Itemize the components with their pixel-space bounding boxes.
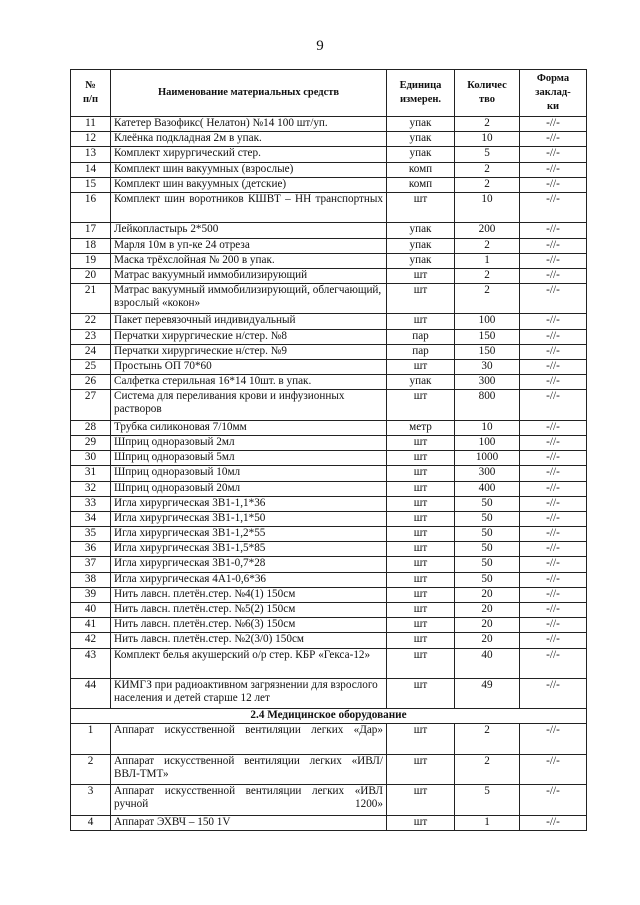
table-row: [71, 587, 587, 602]
cell-name: Шприц одноразовый 20мл: [111, 481, 387, 496]
cell-qty: 20: [455, 587, 520, 602]
cell-num: 21: [71, 284, 111, 314]
table-row: [71, 344, 587, 359]
cell-qty: 50: [455, 557, 520, 572]
cell-num: 16: [71, 192, 111, 222]
cell-unit: шт: [387, 785, 455, 815]
cell-form: -//-: [520, 466, 587, 481]
cell-form: -//-: [520, 420, 587, 435]
cell-num: 1: [71, 724, 111, 754]
table-row: [71, 314, 587, 329]
cell-form: -//-: [520, 253, 587, 268]
cell-num: 18: [71, 238, 111, 253]
cell-name: Комплект шин воротников КШВТ – НН транспортных: [111, 192, 387, 222]
cell-form: -//-: [520, 557, 587, 572]
cell-qty: 40: [455, 648, 520, 678]
cell-form: -//-: [520, 603, 587, 618]
cell-num: 43: [71, 648, 111, 678]
cell-num: 39: [71, 587, 111, 602]
cell-name: Игла хирургическая 4А1-0,6*36: [111, 572, 387, 587]
table-row: [71, 284, 587, 314]
table-row: [71, 648, 587, 678]
cell-unit: шт: [387, 481, 455, 496]
cell-qty: 2: [455, 268, 520, 283]
table-row: [71, 679, 587, 709]
table-row: [71, 724, 587, 754]
cell-num: 20: [71, 268, 111, 283]
table-row: [71, 238, 587, 253]
cell-form: -//-: [520, 360, 587, 375]
cell-num: 32: [71, 481, 111, 496]
cell-num: 17: [71, 223, 111, 238]
cell-qty: 10: [455, 192, 520, 222]
cell-name: Игла хирургическая 3В1-0,7*28: [111, 557, 387, 572]
cell-form: -//-: [520, 754, 587, 784]
table-row: [71, 177, 587, 192]
cell-name: КИМГЗ при радиоактивном загрязнении для взрослого населения и детей старше 12 лет: [111, 679, 387, 709]
cell-num: 3: [71, 785, 111, 815]
cell-form: -//-: [520, 679, 587, 709]
cell-name: Перчатки хирургические н/стер. №9: [111, 344, 387, 359]
cell-unit: упак: [387, 253, 455, 268]
cell-form: -//-: [520, 648, 587, 678]
cell-num: 28: [71, 420, 111, 435]
table-row: [71, 496, 587, 511]
cell-num: 41: [71, 618, 111, 633]
cell-name: Игла хирургическая 3В1-1,1*50: [111, 511, 387, 526]
cell-form: -//-: [520, 587, 587, 602]
cell-name: Комплект хирургический стер.: [111, 147, 387, 162]
cell-unit: шт: [387, 451, 455, 466]
cell-num: 34: [71, 511, 111, 526]
cell-qty: 150: [455, 344, 520, 359]
cell-name: Клеёнка подкладная 2м в упак.: [111, 132, 387, 147]
table-row: [71, 572, 587, 587]
cell-unit: шт: [387, 618, 455, 633]
cell-qty: 20: [455, 633, 520, 648]
table-row: [71, 162, 587, 177]
cell-unit: упак: [387, 238, 455, 253]
header-num: № п/п: [71, 70, 111, 117]
cell-unit: шт: [387, 587, 455, 602]
cell-unit: шт: [387, 542, 455, 557]
cell-form: -//-: [520, 238, 587, 253]
table-row: [71, 481, 587, 496]
cell-num: 14: [71, 162, 111, 177]
table-row: [71, 435, 587, 450]
cell-unit: упак: [387, 147, 455, 162]
cell-name: Комплект белья акушерский о/р стер. КБР «Гекса-12»: [111, 648, 387, 678]
cell-num: 11: [71, 117, 111, 132]
cell-qty: 20: [455, 603, 520, 618]
cell-name: Нить лавсн. плетён.стер. №5(2) 150см: [111, 603, 387, 618]
cell-name: Аппарат ЭХВЧ – 150 1V: [111, 815, 387, 830]
cell-num: 27: [71, 390, 111, 420]
cell-qty: 50: [455, 572, 520, 587]
cell-name: Марля 10м в уп-ке 24 отреза: [111, 238, 387, 253]
cell-unit: шт: [387, 648, 455, 678]
cell-name: Лейкопластырь 2*500: [111, 223, 387, 238]
cell-name: Простынь ОП 70*60: [111, 360, 387, 375]
cell-name: Маска трёхслойная № 200 в упак.: [111, 253, 387, 268]
section-row: [71, 709, 587, 724]
cell-num: 31: [71, 466, 111, 481]
cell-unit: шт: [387, 360, 455, 375]
cell-qty: 10: [455, 420, 520, 435]
header-qty: Количес тво: [455, 70, 520, 117]
table-row: [71, 815, 587, 830]
table-row: [71, 117, 587, 132]
cell-form: -//-: [520, 572, 587, 587]
cell-form: -//-: [520, 344, 587, 359]
cell-qty: 100: [455, 314, 520, 329]
cell-qty: 150: [455, 329, 520, 344]
cell-unit: шт: [387, 679, 455, 709]
table-body-equipment: [71, 724, 587, 830]
cell-form: -//-: [520, 268, 587, 283]
cell-form: -//-: [520, 329, 587, 344]
cell-qty: 50: [455, 542, 520, 557]
cell-num: 36: [71, 542, 111, 557]
cell-unit: шт: [387, 192, 455, 222]
table-header-row: [71, 70, 587, 117]
cell-num: 12: [71, 132, 111, 147]
cell-name: Катетер Вазофикс( Нелатон) №14 100 шт/уп.: [111, 117, 387, 132]
cell-qty: 50: [455, 511, 520, 526]
table-row: [71, 132, 587, 147]
cell-qty: 300: [455, 375, 520, 390]
cell-unit: упак: [387, 132, 455, 147]
table-row: [71, 360, 587, 375]
cell-form: -//-: [520, 785, 587, 815]
header-name: Наименование материальных средств: [111, 70, 387, 117]
cell-qty: 2: [455, 754, 520, 784]
table-row: [71, 253, 587, 268]
cell-unit: шт: [387, 511, 455, 526]
cell-name: Аппарат искусственной вентиляции легких «Дар»: [111, 724, 387, 754]
cell-unit: комп: [387, 162, 455, 177]
table-row: [71, 466, 587, 481]
cell-form: -//-: [520, 162, 587, 177]
cell-form: -//-: [520, 511, 587, 526]
cell-form: -//-: [520, 724, 587, 754]
cell-unit: шт: [387, 527, 455, 542]
table-row: [71, 223, 587, 238]
cell-form: -//-: [520, 223, 587, 238]
table-row: [71, 557, 587, 572]
cell-unit: пар: [387, 329, 455, 344]
cell-name: Салфетка стерильная 16*14 10шт. в упак.: [111, 375, 387, 390]
cell-form: -//-: [520, 618, 587, 633]
cell-qty: 50: [455, 496, 520, 511]
cell-unit: шт: [387, 496, 455, 511]
cell-name: Шприц одноразовый 2мл: [111, 435, 387, 450]
cell-name: Шприц одноразовый 5мл: [111, 451, 387, 466]
cell-form: -//-: [520, 314, 587, 329]
cell-name: Система для переливания крови и инфузионных растворов: [111, 390, 387, 420]
cell-qty: 5: [455, 147, 520, 162]
cell-form: -//-: [520, 390, 587, 420]
header-form: Форма заклад- ки: [520, 70, 587, 117]
cell-qty: 49: [455, 679, 520, 709]
cell-unit: упак: [387, 117, 455, 132]
cell-qty: 10: [455, 132, 520, 147]
cell-qty: 2: [455, 162, 520, 177]
cell-num: 2: [71, 754, 111, 784]
cell-num: 24: [71, 344, 111, 359]
cell-form: -//-: [520, 284, 587, 314]
cell-unit: шт: [387, 724, 455, 754]
table-row: [71, 785, 587, 815]
cell-form: -//-: [520, 192, 587, 222]
cell-unit: шт: [387, 466, 455, 481]
cell-qty: 30: [455, 360, 520, 375]
cell-name: Перчатки хирургические н/стер. №8: [111, 329, 387, 344]
cell-form: -//-: [520, 481, 587, 496]
table-row: [71, 754, 587, 784]
cell-num: 29: [71, 435, 111, 450]
cell-qty: 1: [455, 815, 520, 830]
table-body-consumables: [71, 117, 587, 709]
cell-qty: 2: [455, 117, 520, 132]
cell-qty: 100: [455, 435, 520, 450]
cell-num: 19: [71, 253, 111, 268]
cell-name: Матрас вакуумный иммобилизирующий, облегчающий, взрослый «кокон»: [111, 284, 387, 314]
cell-name: Шприц одноразовый 10мл: [111, 466, 387, 481]
cell-num: 25: [71, 360, 111, 375]
cell-num: 13: [71, 147, 111, 162]
cell-num: 38: [71, 572, 111, 587]
table-row: [71, 375, 587, 390]
cell-name: Аппарат искусственной вентиляции легких «ИВЛ ручной 1200»: [111, 785, 387, 815]
cell-unit: шт: [387, 435, 455, 450]
page-number: 9: [316, 38, 324, 54]
table-row: [71, 603, 587, 618]
cell-form: -//-: [520, 132, 587, 147]
cell-num: 30: [71, 451, 111, 466]
table-row: [71, 268, 587, 283]
cell-form: -//-: [520, 451, 587, 466]
cell-form: -//-: [520, 117, 587, 132]
cell-qty: 2: [455, 284, 520, 314]
cell-name: Пакет перевязочный индивидуальный: [111, 314, 387, 329]
cell-form: -//-: [520, 633, 587, 648]
cell-form: -//-: [520, 815, 587, 830]
cell-qty: 2: [455, 724, 520, 754]
cell-qty: 20: [455, 618, 520, 633]
section-row-group: [71, 709, 587, 724]
cell-name: Матрас вакуумный иммобилизирующий: [111, 268, 387, 283]
table-row: [71, 420, 587, 435]
cell-unit: шт: [387, 284, 455, 314]
cell-unit: шт: [387, 754, 455, 784]
cell-unit: метр: [387, 420, 455, 435]
cell-num: 22: [71, 314, 111, 329]
cell-qty: 2: [455, 177, 520, 192]
cell-unit: шт: [387, 268, 455, 283]
cell-name: Трубка силиконовая 7/10мм: [111, 420, 387, 435]
cell-form: -//-: [520, 542, 587, 557]
cell-form: -//-: [520, 147, 587, 162]
cell-num: 35: [71, 527, 111, 542]
cell-num: 44: [71, 679, 111, 709]
cell-unit: шт: [387, 390, 455, 420]
cell-unit: упак: [387, 375, 455, 390]
cell-num: 40: [71, 603, 111, 618]
table-row: [71, 147, 587, 162]
cell-qty: 800: [455, 390, 520, 420]
table-row: [71, 633, 587, 648]
table-row: [71, 329, 587, 344]
cell-qty: 1: [455, 253, 520, 268]
cell-name: Нить лавсн. плетён.стер. №2(3/0) 150см: [111, 633, 387, 648]
cell-form: -//-: [520, 496, 587, 511]
cell-num: 23: [71, 329, 111, 344]
cell-unit: шт: [387, 314, 455, 329]
cell-num: 15: [71, 177, 111, 192]
table-row: [71, 390, 587, 420]
table-row: [71, 192, 587, 222]
cell-unit: шт: [387, 815, 455, 830]
cell-name: Комплект шин вакуумных (детские): [111, 177, 387, 192]
cell-unit: шт: [387, 603, 455, 618]
cell-form: -//-: [520, 527, 587, 542]
table-row: [71, 511, 587, 526]
cell-unit: шт: [387, 557, 455, 572]
table-row: [71, 451, 587, 466]
header-unit: Единица измерен.: [387, 70, 455, 117]
cell-unit: пар: [387, 344, 455, 359]
cell-form: -//-: [520, 375, 587, 390]
cell-name: Нить лавсн. плетён.стер. №4(1) 150см: [111, 587, 387, 602]
cell-form: -//-: [520, 435, 587, 450]
materials-table: [70, 69, 587, 831]
section-title: 2.4 Медицинское оборудование: [71, 709, 587, 724]
cell-unit: шт: [387, 572, 455, 587]
cell-qty: 50: [455, 527, 520, 542]
table-row: [71, 618, 587, 633]
cell-qty: 200: [455, 223, 520, 238]
cell-name: Игла хирургическая 3В1-1,1*36: [111, 496, 387, 511]
cell-name: Игла хирургическая 3В1-1,2*55: [111, 527, 387, 542]
cell-name: Игла хирургическая 3В1-1,5*85: [111, 542, 387, 557]
cell-unit: упак: [387, 223, 455, 238]
cell-num: 37: [71, 557, 111, 572]
cell-name: Комплект шин вакуумных (взрослые): [111, 162, 387, 177]
cell-qty: 2: [455, 238, 520, 253]
table-row: [71, 542, 587, 557]
cell-qty: 5: [455, 785, 520, 815]
cell-qty: 1000: [455, 451, 520, 466]
table-row: [71, 527, 587, 542]
cell-unit: комп: [387, 177, 455, 192]
cell-name: Нить лавсн. плетён.стер. №6(3) 150см: [111, 618, 387, 633]
cell-name: Аппарат искусственной вентиляции легких «ИВЛ/ ВВЛ-ТМТ»: [111, 754, 387, 784]
cell-form: -//-: [520, 177, 587, 192]
cell-num: 33: [71, 496, 111, 511]
cell-qty: 400: [455, 481, 520, 496]
cell-num: 42: [71, 633, 111, 648]
cell-unit: шт: [387, 633, 455, 648]
cell-num: 4: [71, 815, 111, 830]
cell-num: 26: [71, 375, 111, 390]
cell-qty: 300: [455, 466, 520, 481]
